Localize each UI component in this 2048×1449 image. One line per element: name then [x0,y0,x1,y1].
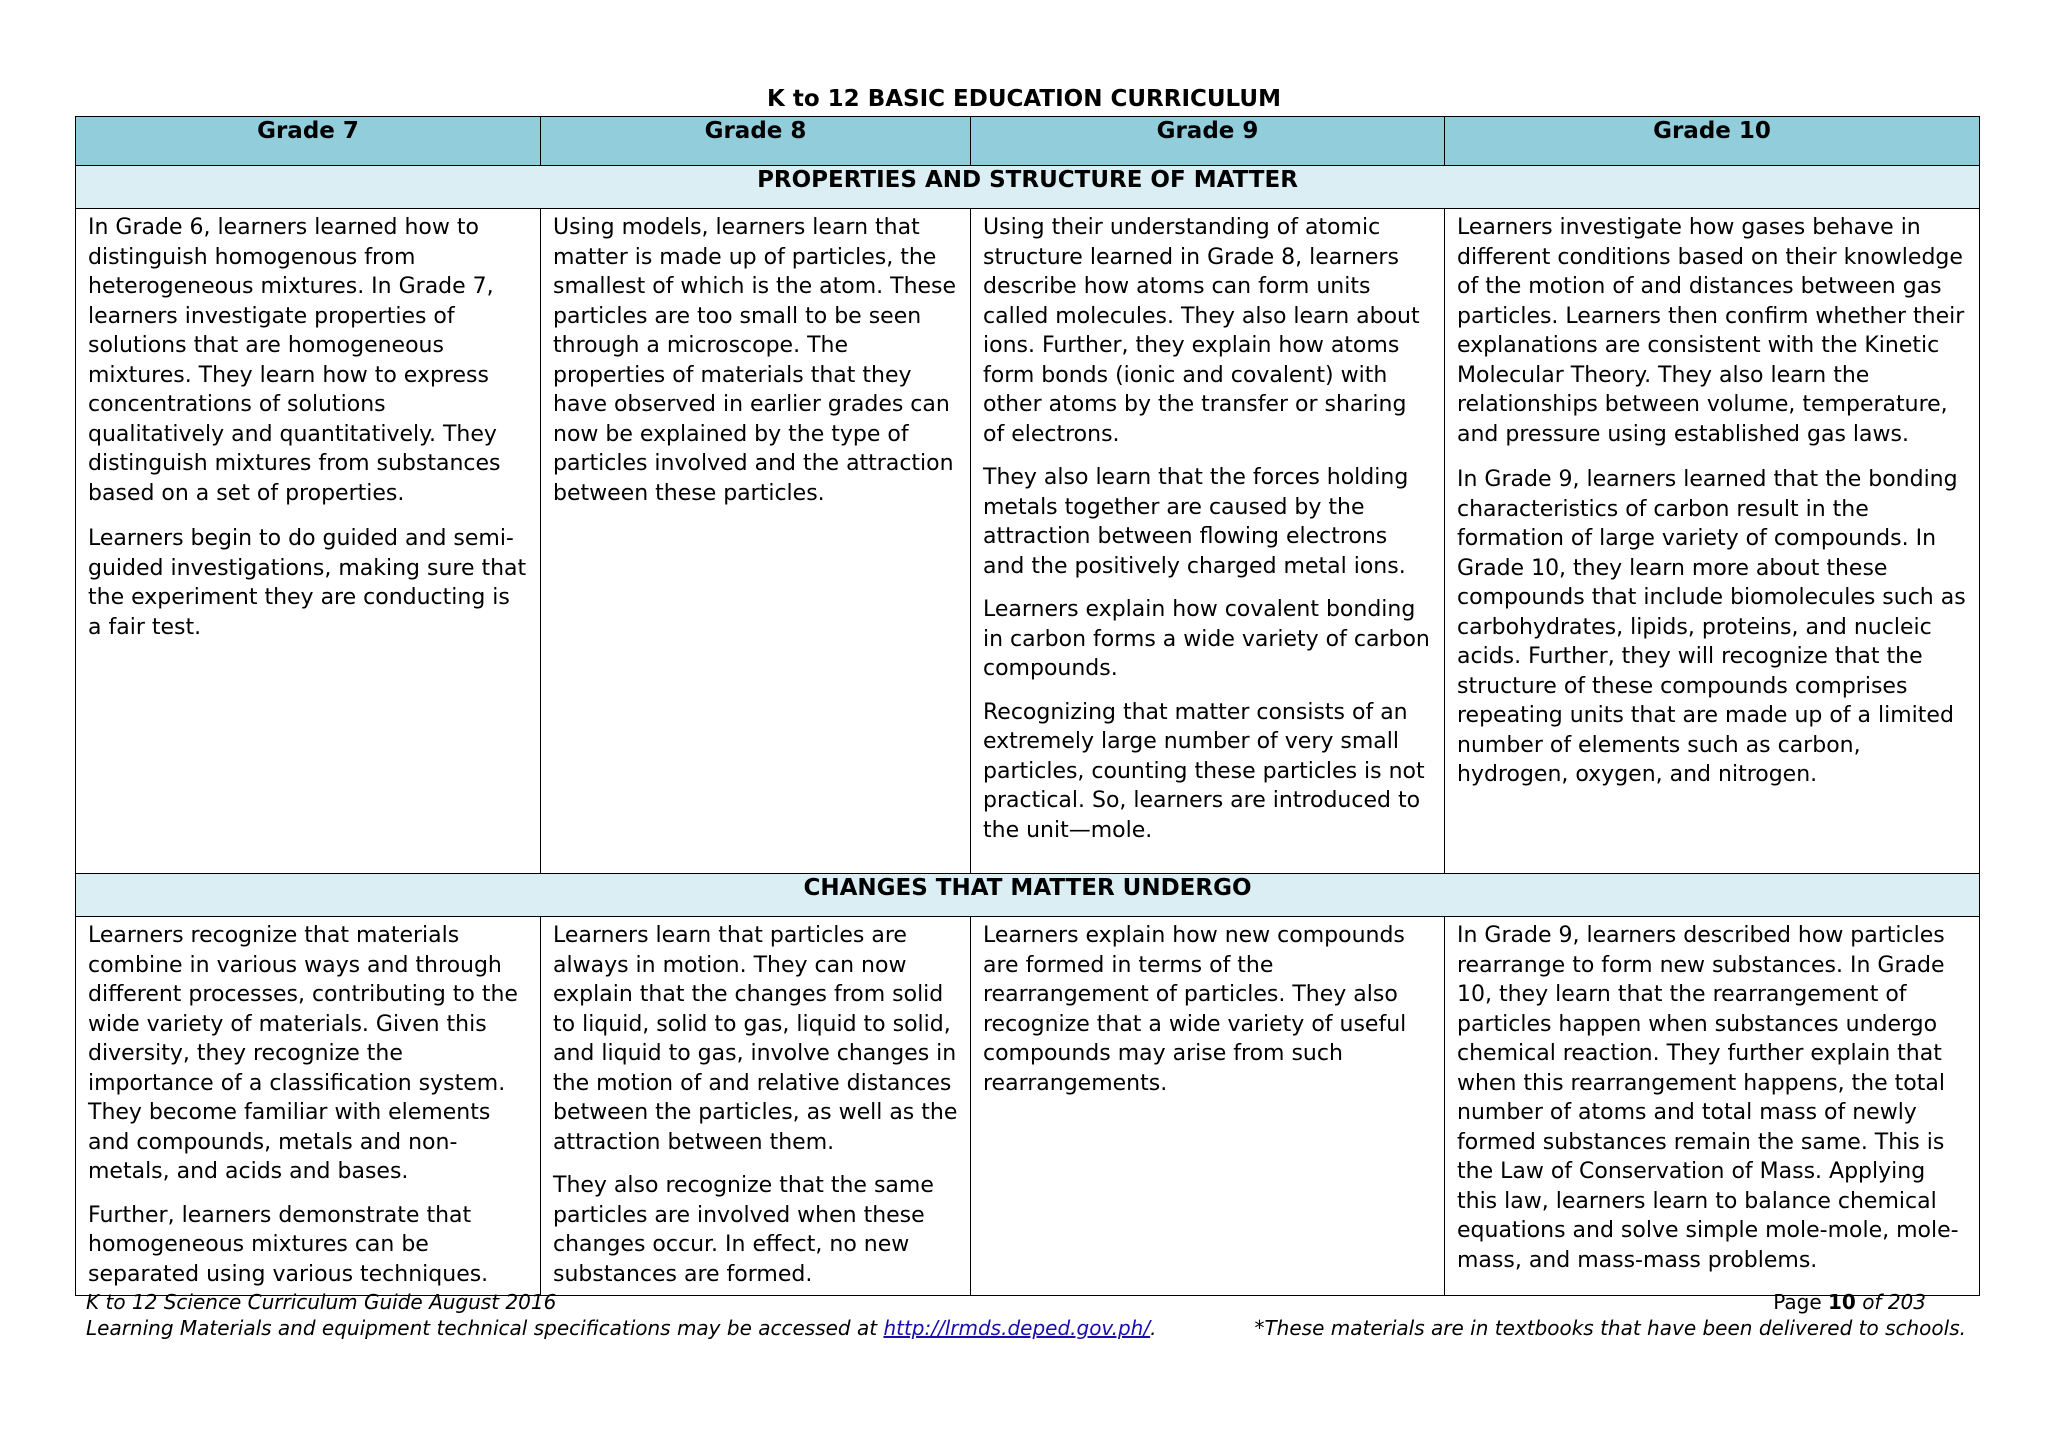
paragraph: They also learn that the forces holding metals together are caused by the attraction between flowing electrons and the positively charged metal ions. [983,465,1409,579]
guide-label: K to 12 Science Curriculum Guide August 2016 [86,1290,557,1314]
grade-8-cell [541,917,971,1296]
page-prefix: Page [1773,1290,1822,1314]
grade-8-header: Grade 8 [541,117,971,166]
grade-10-cell [1445,209,1980,874]
materials-note [86,1316,1156,1340]
textbook-note: *These materials are in textbooks that have been delivered to schools. [1254,1316,1966,1340]
grade-7-cell [76,917,541,1296]
section-heading: PROPERTIES AND STRUCTURE OF MATTER [76,166,1980,209]
grade-9-cell [971,917,1445,1296]
grade-header-row [76,117,1980,166]
paragraph: Learners investigate how gases behave in different conditions based on their knowledge of the motion of and distances between gas particles. Learners then confirm whether their explanations are consistent with the Kinetic Molecular Theory. They also learn the relationships between volume, temperature, and pressure using established gas laws. [1457,215,1965,447]
paragraph: Learners explain how new compounds are formed in terms of the rearrangement of particles. They also recognize that a wide variety of useful compounds may arise from such rearrangements. [983,923,1407,1096]
page-indicator [1773,1290,1926,1314]
lrmds-link[interactable]: http://lrmds.deped.gov.ph/ [883,1316,1151,1340]
paragraph: Learners begin to do guided and semi-guided investigations, making sure that the experiment they are conducting is a fair test. [88,526,527,640]
grade-9-header: Grade 9 [971,117,1445,166]
section-content-row [76,917,1980,1296]
page-title: K to 12 BASIC EDUCATION CURRICULUM [767,86,1281,112]
page-suffix: of 203 [1862,1290,1926,1314]
grade-8-cell [541,209,971,874]
paragraph: In Grade 9, learners described how particles rearrange to form new substances. In Grade 10, they learn that the rearrangement of particles happen when substances undergo chemical reaction. They further explain that when this rearrangement happens, the total number of atoms and total mass of newly formed substances remain the same. This is the Law of Conservation of Mass. Applying this law, learners learn to balance chemical equations and solve simple mole-mole, mole-mass, and mass-mass problems. [1457,923,1959,1273]
curriculum-table [75,116,1980,1296]
paragraph: Further, learners demonstrate that homogeneous mixtures can be separated using various techniques. [88,1202,489,1287]
section-heading: CHANGES THAT MATTER UNDERGO [76,874,1980,917]
grade-9-cell [971,209,1445,874]
paragraph: In Grade 6, learners learned how to distinguish homogenous from heterogeneous mixtures. In Grade 7, learners investigate properties of solutions that are homogeneous mixtures. They learn how to express concentrations of solutions qualitatively and quantitatively. They distinguish mixtures from substances based on a set of properties. [88,215,501,506]
paragraph: They also recognize that the same particles are involved when these changes occur. In effect, no new substances are formed. [553,1173,934,1287]
materials-text: Learning Materials and equipment technical specifications may be accessed at [86,1316,878,1340]
section-content-row [76,209,1980,874]
paragraph: Using models, learners learn that matter is made up of particles, the smallest of which is the atom. These particles are too small to be seen through a microscope. The properties of materials that they have observed in earlier grades can now be explained by the type of particles involved and the attraction between these particles. [553,215,957,506]
grade-10-header: Grade 10 [1445,117,1980,166]
page-number: 10 [1827,1290,1856,1314]
paragraph: Recognizing that matter consists of an extremely large number of very small particles, counting these particles is not practical. So, learners are introduced to the unit—mole. [983,699,1425,843]
paragraph: Learners explain how covalent bonding in carbon forms a wide variety of carbon compounds. [983,597,1430,681]
paragraph: Learners learn that particles are always in motion. They can now explain that the changes from solid to liquid, solid to gas, liquid to solid, and liquid to gas, involve changes in the motion of and relative distances between the particles, as well as the attraction between them. [553,923,958,1155]
section-heading-row [76,166,1980,209]
paragraph: In Grade 9, learners learned that the bonding characteristics of carbon result in the formation of large variety of compounds. In Grade 10, they learn more about these compounds that include biomolecules such as carbohydrates, lipids, proteins, and nucleic acids. Further, they will recognize that the structure of these compounds comprises repeating units that are made up of a limited number of elements such as carbon, hydrogen, oxygen, and nitrogen. [1457,467,1966,787]
section-heading-row [76,874,1980,917]
grade-7-header: Grade 7 [76,117,541,166]
materials-end: . [1150,1316,1157,1340]
paragraph: Using their understanding of atomic structure learned in Grade 8, learners describe how atoms can form units called molecules. They also learn about ions. Further, they explain how atoms form bonds (ionic and covalent) with other atoms by the transfer or sharing of electrons. [983,215,1420,447]
grade-7-cell [76,209,541,874]
paragraph: Learners recognize that materials combine in various ways and through different processes, contributing to the wide variety of materials. Given this diversity, they recognize the importance of a classification system. They become familiar with elements and compounds, metals and non-metals, and acids and bases. [88,923,518,1184]
grade-10-cell [1445,917,1980,1296]
